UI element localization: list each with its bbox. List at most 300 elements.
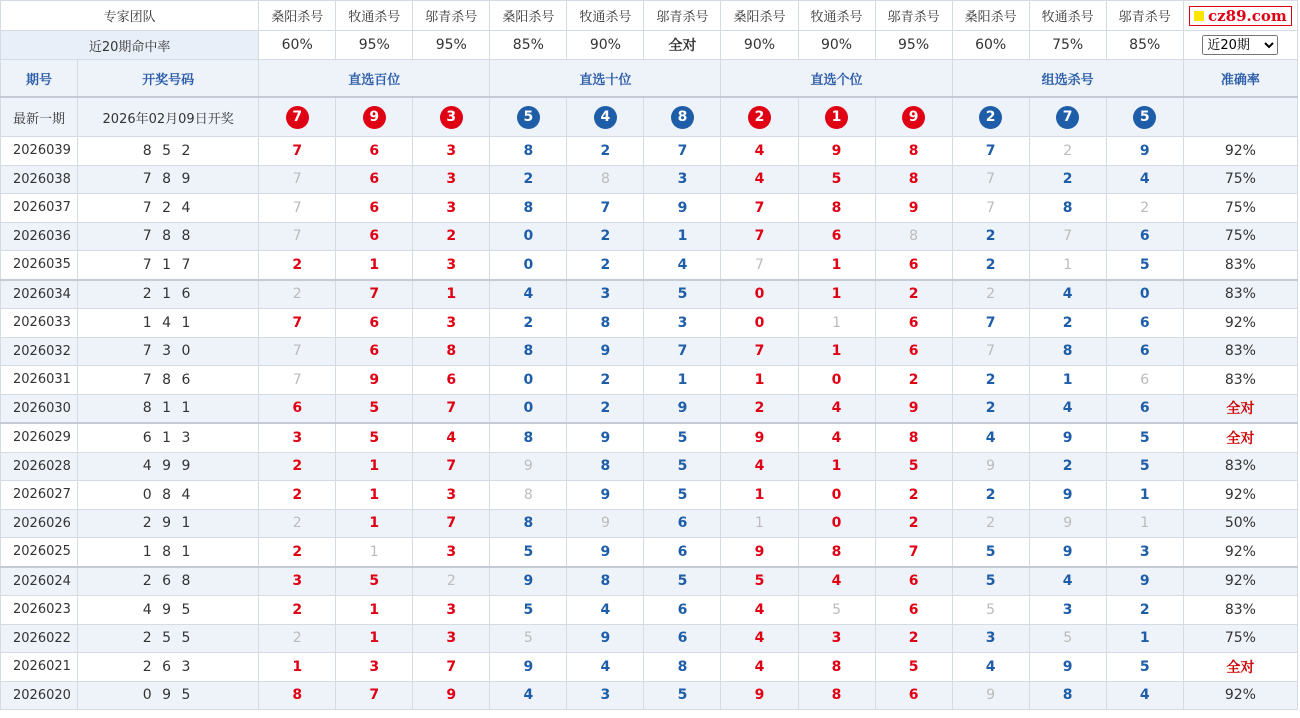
kill-number: 5 <box>490 596 567 625</box>
expert-name: 牧通杀号 <box>1029 1 1106 31</box>
kill-number: 3 <box>413 194 490 223</box>
accuracy-value: 75% <box>1183 194 1297 223</box>
kill-number: 4 <box>721 452 798 481</box>
accuracy-value: 83% <box>1183 366 1297 395</box>
kill-number: 9 <box>875 194 952 223</box>
history-row <box>1 366 1298 395</box>
latest-pick-cell <box>490 97 567 137</box>
kill-number: 9 <box>1106 137 1183 166</box>
kill-number: 5 <box>875 452 952 481</box>
hit-rate-value: 60% <box>952 31 1029 60</box>
hit-rate-label: 近20期命中率 <box>1 31 259 60</box>
header-group: 组选杀号 <box>952 60 1183 98</box>
kill-number: 2 <box>259 538 336 567</box>
latest-pick-ball: 5 <box>517 106 540 129</box>
kill-number: 7 <box>875 538 952 567</box>
kill-number-missed: 7 <box>721 251 798 280</box>
kill-number: 9 <box>1029 653 1106 682</box>
kill-number-missed: 2 <box>413 567 490 596</box>
draw-numbers: 7 1 7 <box>78 251 259 280</box>
draw-numbers: 2 5 5 <box>78 624 259 653</box>
hit-rate-value: 95% <box>875 31 952 60</box>
kill-number: 4 <box>721 624 798 653</box>
kill-number: 8 <box>1029 194 1106 223</box>
issue-number: 2026038 <box>1 165 78 194</box>
kill-number: 2 <box>259 452 336 481</box>
kill-number: 8 <box>413 337 490 366</box>
kill-number: 1 <box>798 251 875 280</box>
accuracy-value: 92% <box>1183 681 1297 710</box>
issue-number: 2026036 <box>1 222 78 251</box>
history-row <box>1 509 1298 538</box>
history-row <box>1 194 1298 223</box>
kill-number: 7 <box>721 222 798 251</box>
hit-rate-value: 60% <box>259 31 336 60</box>
latest-pick-ball: 1 <box>825 106 848 129</box>
expert-name: 邬青杀号 <box>875 1 952 31</box>
history-row <box>1 481 1298 510</box>
kill-number: 7 <box>721 337 798 366</box>
issue-number: 2026035 <box>1 251 78 280</box>
kill-number: 5 <box>644 481 721 510</box>
kill-number: 8 <box>798 653 875 682</box>
kill-number: 3 <box>567 280 644 309</box>
latest-pick-ball: 5 <box>1133 106 1156 129</box>
kill-number: 0 <box>490 366 567 395</box>
draw-numbers: 7 8 9 <box>78 165 259 194</box>
draw-numbers: 2 1 6 <box>78 280 259 309</box>
kill-number: 9 <box>490 567 567 596</box>
kill-number-missed: 8 <box>490 481 567 510</box>
expert-name: 桑阳杀号 <box>952 1 1029 31</box>
issue-number: 2026021 <box>1 653 78 682</box>
kill-number: 4 <box>490 681 567 710</box>
history-row <box>1 309 1298 338</box>
latest-pick-ball: 2 <box>748 106 771 129</box>
history-row <box>1 337 1298 366</box>
kill-number-missed: 9 <box>490 452 567 481</box>
kill-number: 1 <box>1106 624 1183 653</box>
kill-number: 0 <box>490 251 567 280</box>
kill-number: 4 <box>798 423 875 452</box>
latest-label: 最新一期 <box>1 97 78 137</box>
kill-number: 9 <box>721 538 798 567</box>
kill-number: 8 <box>567 309 644 338</box>
kill-number: 2 <box>952 222 1029 251</box>
kill-number: 2 <box>1106 596 1183 625</box>
hit-rate-value: 95% <box>413 31 490 60</box>
logo-text: cz89.com <box>1207 6 1287 25</box>
issue-number: 2026028 <box>1 452 78 481</box>
kill-number-missed: 1 <box>336 538 413 567</box>
kill-number: 2 <box>567 222 644 251</box>
kill-number: 1 <box>336 251 413 280</box>
kill-number: 1 <box>644 222 721 251</box>
accuracy-value: 75% <box>1183 624 1297 653</box>
kill-number: 7 <box>413 653 490 682</box>
kill-number: 8 <box>490 194 567 223</box>
history-row <box>1 165 1298 194</box>
kill-number: 7 <box>336 280 413 309</box>
kill-number-missed: 1 <box>1106 509 1183 538</box>
period-select-cell <box>1183 31 1297 60</box>
kill-number-missed: 9 <box>952 452 1029 481</box>
accuracy-value: 92% <box>1183 137 1297 166</box>
history-row <box>1 423 1298 452</box>
kill-number-missed: 5 <box>798 596 875 625</box>
kill-number: 2 <box>875 509 952 538</box>
history-row <box>1 280 1298 309</box>
site-logo[interactable] <box>1189 6 1292 26</box>
kill-number: 9 <box>336 366 413 395</box>
kill-number: 5 <box>336 567 413 596</box>
accuracy-value: 全对 <box>1183 394 1297 423</box>
kill-number: 4 <box>1106 681 1183 710</box>
kill-number-missed: 1 <box>721 509 798 538</box>
kill-number: 2 <box>259 251 336 280</box>
accuracy-value: 75% <box>1183 222 1297 251</box>
kill-number: 9 <box>875 394 952 423</box>
kill-number: 6 <box>875 596 952 625</box>
latest-date: 2026年02月09日开奖 <box>78 97 259 137</box>
kill-number: 9 <box>1029 423 1106 452</box>
kill-number: 3 <box>413 251 490 280</box>
kill-number: 7 <box>644 137 721 166</box>
header-numbers: 开奖号码 <box>78 60 259 98</box>
history-row <box>1 596 1298 625</box>
accuracy-value: 全对 <box>1183 653 1297 682</box>
accuracy-value: 83% <box>1183 452 1297 481</box>
history-row <box>1 222 1298 251</box>
kill-number: 3 <box>413 165 490 194</box>
kill-number: 2 <box>567 251 644 280</box>
kill-number: 7 <box>567 194 644 223</box>
kill-number: 6 <box>644 538 721 567</box>
kill-number: 4 <box>1029 280 1106 309</box>
latest-pick-cell <box>1106 97 1183 137</box>
kill-number: 9 <box>798 137 875 166</box>
kill-number: 5 <box>1106 251 1183 280</box>
accuracy-value: 83% <box>1183 337 1297 366</box>
kill-number: 1 <box>721 366 798 395</box>
latest-pick-cell <box>567 97 644 137</box>
issue-number: 2026025 <box>1 538 78 567</box>
latest-pick-ball: 2 <box>979 106 1002 129</box>
kill-number: 8 <box>490 509 567 538</box>
history-row <box>1 251 1298 280</box>
latest-pick-cell <box>259 97 336 137</box>
kill-number: 8 <box>875 423 952 452</box>
kill-number: 6 <box>336 165 413 194</box>
kill-number: 2 <box>952 394 1029 423</box>
draw-numbers: 7 2 4 <box>78 194 259 223</box>
kill-number: 3 <box>644 309 721 338</box>
kill-number: 0 <box>798 366 875 395</box>
kill-number: 3 <box>413 624 490 653</box>
kill-number: 4 <box>952 653 1029 682</box>
kill-number: 5 <box>644 567 721 596</box>
expert-name: 牧通杀号 <box>567 1 644 31</box>
kill-number: 1 <box>336 481 413 510</box>
expert-name: 桑阳杀号 <box>259 1 336 31</box>
accuracy-value: 全对 <box>1183 423 1297 452</box>
kill-number-missed: 2 <box>259 280 336 309</box>
latest-pick-cell <box>1029 97 1106 137</box>
kill-number-missed: 9 <box>952 681 1029 710</box>
kill-number: 9 <box>721 681 798 710</box>
kill-number: 8 <box>798 538 875 567</box>
issue-number: 2026029 <box>1 423 78 452</box>
latest-issue-row <box>1 97 1298 137</box>
kill-number: 2 <box>875 280 952 309</box>
kill-number: 4 <box>567 596 644 625</box>
kill-number: 3 <box>413 137 490 166</box>
kill-number: 2 <box>875 366 952 395</box>
latest-pick-ball: 9 <box>902 106 925 129</box>
draw-numbers: 7 8 6 <box>78 366 259 395</box>
latest-pick-cell <box>721 97 798 137</box>
kill-number: 2 <box>875 624 952 653</box>
issue-number: 2026026 <box>1 509 78 538</box>
kill-number: 6 <box>336 137 413 166</box>
kill-number: 9 <box>644 394 721 423</box>
kill-number: 5 <box>952 538 1029 567</box>
accuracy-value: 92% <box>1183 538 1297 567</box>
draw-numbers: 8 1 1 <box>78 394 259 423</box>
kill-number: 5 <box>336 423 413 452</box>
kill-number: 4 <box>952 423 1029 452</box>
kill-number: 6 <box>336 222 413 251</box>
history-row <box>1 567 1298 596</box>
kill-number: 4 <box>413 423 490 452</box>
kill-number-missed: 2 <box>1106 194 1183 223</box>
latest-pick-ball: 7 <box>286 106 309 129</box>
accuracy-value: 83% <box>1183 251 1297 280</box>
kill-number-missed: 1 <box>1029 251 1106 280</box>
kill-number: 1 <box>798 337 875 366</box>
hit-rate-value: 90% <box>567 31 644 60</box>
history-row <box>1 452 1298 481</box>
kill-number: 9 <box>721 423 798 452</box>
draw-numbers: 2 6 8 <box>78 567 259 596</box>
kill-number: 7 <box>952 309 1029 338</box>
kill-number: 6 <box>644 596 721 625</box>
kill-number: 4 <box>721 165 798 194</box>
kill-number: 5 <box>1106 653 1183 682</box>
kill-number: 3 <box>1029 596 1106 625</box>
kill-number: 1 <box>798 280 875 309</box>
kill-number: 1 <box>336 452 413 481</box>
latest-accuracy-empty <box>1183 97 1297 137</box>
kill-number: 9 <box>567 481 644 510</box>
kill-number-missed: 5 <box>952 596 1029 625</box>
kill-number: 2 <box>1029 309 1106 338</box>
latest-pick-ball: 8 <box>671 106 694 129</box>
kill-number: 4 <box>721 653 798 682</box>
kill-number: 2 <box>952 481 1029 510</box>
kill-number: 8 <box>490 337 567 366</box>
latest-pick-ball: 7 <box>1056 106 1079 129</box>
draw-numbers: 4 9 9 <box>78 452 259 481</box>
kill-number: 3 <box>259 423 336 452</box>
kill-number: 8 <box>259 681 336 710</box>
hit-rate-value: 85% <box>1106 31 1183 60</box>
kill-number: 3 <box>413 596 490 625</box>
hit-rate-row <box>1 31 1298 60</box>
kill-number: 6 <box>798 222 875 251</box>
history-row <box>1 394 1298 423</box>
issue-number: 2026032 <box>1 337 78 366</box>
kill-number: 4 <box>1106 165 1183 194</box>
kill-number: 2 <box>259 481 336 510</box>
latest-pick-ball: 3 <box>440 106 463 129</box>
kill-number: 3 <box>413 309 490 338</box>
history-row <box>1 681 1298 710</box>
kill-number: 1 <box>1106 481 1183 510</box>
kill-number: 4 <box>721 596 798 625</box>
hit-rate-value: 85% <box>490 31 567 60</box>
kill-number: 7 <box>721 194 798 223</box>
expert-name: 邬青杀号 <box>644 1 721 31</box>
kill-number-missed: 5 <box>1029 624 1106 653</box>
kill-number: 5 <box>1106 452 1183 481</box>
latest-pick-ball: 4 <box>594 106 617 129</box>
kill-number: 8 <box>567 567 644 596</box>
draw-numbers: 7 8 8 <box>78 222 259 251</box>
kill-number: 9 <box>1029 538 1106 567</box>
accuracy-value: 92% <box>1183 481 1297 510</box>
kill-number: 0 <box>490 394 567 423</box>
kill-number: 6 <box>259 394 336 423</box>
period-select[interactable] <box>1202 35 1278 55</box>
kill-number: 6 <box>1106 222 1183 251</box>
kill-number: 6 <box>336 309 413 338</box>
kill-number: 6 <box>644 624 721 653</box>
header-accuracy: 准确率 <box>1183 60 1297 98</box>
expert-name: 桑阳杀号 <box>721 1 798 31</box>
kill-number: 7 <box>259 309 336 338</box>
expert-name: 牧通杀号 <box>336 1 413 31</box>
history-row <box>1 538 1298 567</box>
kill-number: 8 <box>490 423 567 452</box>
kill-number: 9 <box>644 194 721 223</box>
kill-number: 5 <box>644 280 721 309</box>
draw-numbers: 8 5 2 <box>78 137 259 166</box>
kill-number: 6 <box>875 309 952 338</box>
accuracy-value: 92% <box>1183 309 1297 338</box>
kill-number-missed: 5 <box>490 624 567 653</box>
kill-number-missed: 2 <box>952 280 1029 309</box>
issue-number: 2026030 <box>1 394 78 423</box>
kill-number: 4 <box>1029 394 1106 423</box>
kill-number: 6 <box>413 366 490 395</box>
kill-number: 8 <box>644 653 721 682</box>
kill-number: 7 <box>413 394 490 423</box>
kill-number: 2 <box>259 596 336 625</box>
latest-pick-cell <box>952 97 1029 137</box>
issue-number: 2026020 <box>1 681 78 710</box>
history-row <box>1 653 1298 682</box>
kill-number: 8 <box>567 452 644 481</box>
hit-rate-value: 75% <box>1029 31 1106 60</box>
kill-number: 3 <box>798 624 875 653</box>
kill-number: 7 <box>259 137 336 166</box>
draw-numbers: 6 1 3 <box>78 423 259 452</box>
kill-number-missed: 6 <box>1106 366 1183 395</box>
kill-number: 3 <box>336 653 413 682</box>
kill-number: 8 <box>1029 681 1106 710</box>
kill-number: 8 <box>490 137 567 166</box>
kill-number-missed: 7 <box>1029 222 1106 251</box>
kill-number-missed: 7 <box>259 194 336 223</box>
expert-name: 邬青杀号 <box>413 1 490 31</box>
kill-number: 0 <box>721 309 798 338</box>
kill-number: 7 <box>336 681 413 710</box>
kill-number: 8 <box>1029 337 1106 366</box>
kill-number: 4 <box>721 137 798 166</box>
kill-number-missed: 7 <box>259 222 336 251</box>
kill-number: 5 <box>1106 423 1183 452</box>
kill-number: 1 <box>336 596 413 625</box>
logo-square-icon <box>1194 11 1204 21</box>
kill-number: 7 <box>413 509 490 538</box>
kill-number: 1 <box>1029 366 1106 395</box>
hit-rate-value: 全对 <box>644 31 721 60</box>
kill-number: 0 <box>798 481 875 510</box>
kill-number-missed: 9 <box>1029 509 1106 538</box>
kill-number: 6 <box>875 337 952 366</box>
draw-numbers: 0 8 4 <box>78 481 259 510</box>
kill-number: 1 <box>336 624 413 653</box>
kill-number: 6 <box>1106 394 1183 423</box>
kill-number: 5 <box>644 681 721 710</box>
kill-number-missed: 2 <box>259 624 336 653</box>
kill-number: 6 <box>336 194 413 223</box>
kill-number: 1 <box>644 366 721 395</box>
kill-number: 2 <box>490 309 567 338</box>
kill-number: 0 <box>798 509 875 538</box>
expert-name: 牧通杀号 <box>798 1 875 31</box>
kill-number-missed: 2 <box>1029 137 1106 166</box>
kill-number: 9 <box>1106 567 1183 596</box>
kill-number: 2 <box>490 165 567 194</box>
kill-number: 2 <box>1029 452 1106 481</box>
kill-number: 2 <box>875 481 952 510</box>
kill-number: 7 <box>413 452 490 481</box>
kill-number-missed: 7 <box>259 337 336 366</box>
history-row <box>1 137 1298 166</box>
kill-number: 6 <box>875 681 952 710</box>
header-hundreds: 直选百位 <box>259 60 490 98</box>
kill-number: 1 <box>721 481 798 510</box>
draw-numbers: 1 4 1 <box>78 309 259 338</box>
kill-number: 1 <box>259 653 336 682</box>
kill-number: 9 <box>567 538 644 567</box>
expert-name: 桑阳杀号 <box>490 1 567 31</box>
kill-number: 6 <box>644 509 721 538</box>
kill-number: 5 <box>875 653 952 682</box>
latest-pick-cell <box>336 97 413 137</box>
issue-number: 2026023 <box>1 596 78 625</box>
draw-numbers: 0 9 5 <box>78 681 259 710</box>
kill-number: 3 <box>567 681 644 710</box>
kill-number: 5 <box>336 394 413 423</box>
kill-number: 8 <box>798 194 875 223</box>
kill-number: 6 <box>875 251 952 280</box>
kill-number: 5 <box>644 423 721 452</box>
header-tens: 直选十位 <box>490 60 721 98</box>
latest-pick-ball: 9 <box>363 106 386 129</box>
